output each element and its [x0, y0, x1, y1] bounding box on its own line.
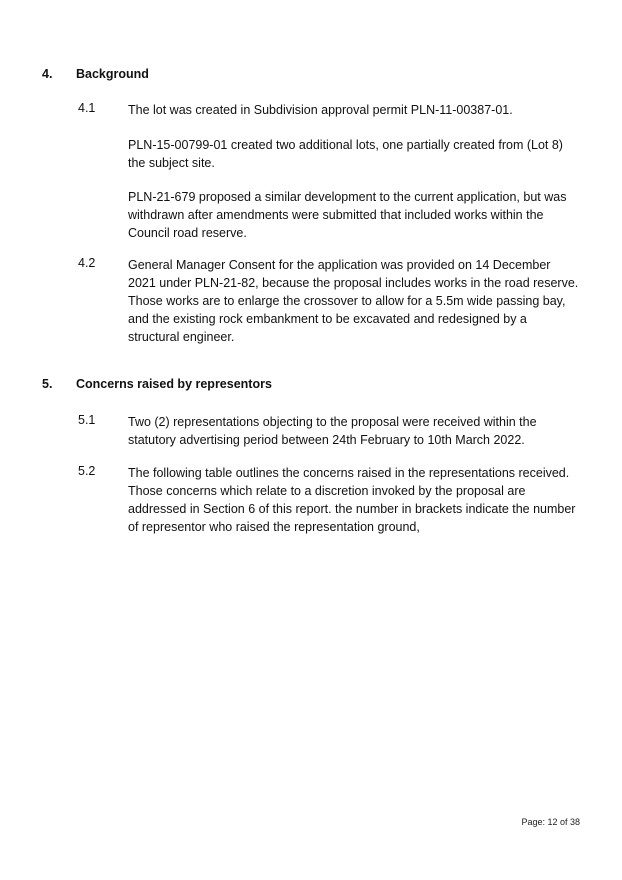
clause-paragraph: PLN-21-679 proposed a similar development to the current application, but was withdrawn after amendments were submitted that included works within the Council road reserve.: [128, 190, 567, 240]
clause-number: 5.2: [78, 464, 96, 478]
clause-paragraph: The lot was created in Subdivision approval permit PLN-11-00387-01.: [128, 103, 513, 117]
section-title: Background: [76, 67, 149, 81]
clause-paragraph: General Manager Consent for the application was provided on 14 December 2021 under PLN-21-82, because the proposal includes works in the road reserve. Those works are to enlarge the crossover to allow for a 5.5m wide passing bay, and the existing rock embankment to be excavated and redesigned by a structural engineer.: [128, 258, 579, 344]
clause-paragraph: PLN-15-00799-01 created two additional lots, one partially created from (Lot 8) the subject site.: [128, 138, 563, 170]
clause-paragraph: Two (2) representations objecting to the proposal were received within the statutory advertising period between 24th February to 10th March 2022.: [128, 415, 537, 447]
section-number: 5.: [42, 377, 53, 391]
page-number-footer: Page: 12 of 38: [521, 817, 580, 827]
clause-number: 4.2: [78, 256, 96, 270]
clause-paragraph: The following table outlines the concerns raised in the representations received. Those concerns which relate to a discretion invoked by the proposal are addressed in Section 6 of this report. the number in brackets indicate the number of representor who raised the representation ground,: [128, 466, 576, 534]
clause-number: 4.1: [78, 101, 96, 115]
section-title: Concerns raised by representors: [76, 377, 272, 391]
section-number: 4.: [42, 67, 53, 81]
clause-number: 5.1: [78, 413, 96, 427]
